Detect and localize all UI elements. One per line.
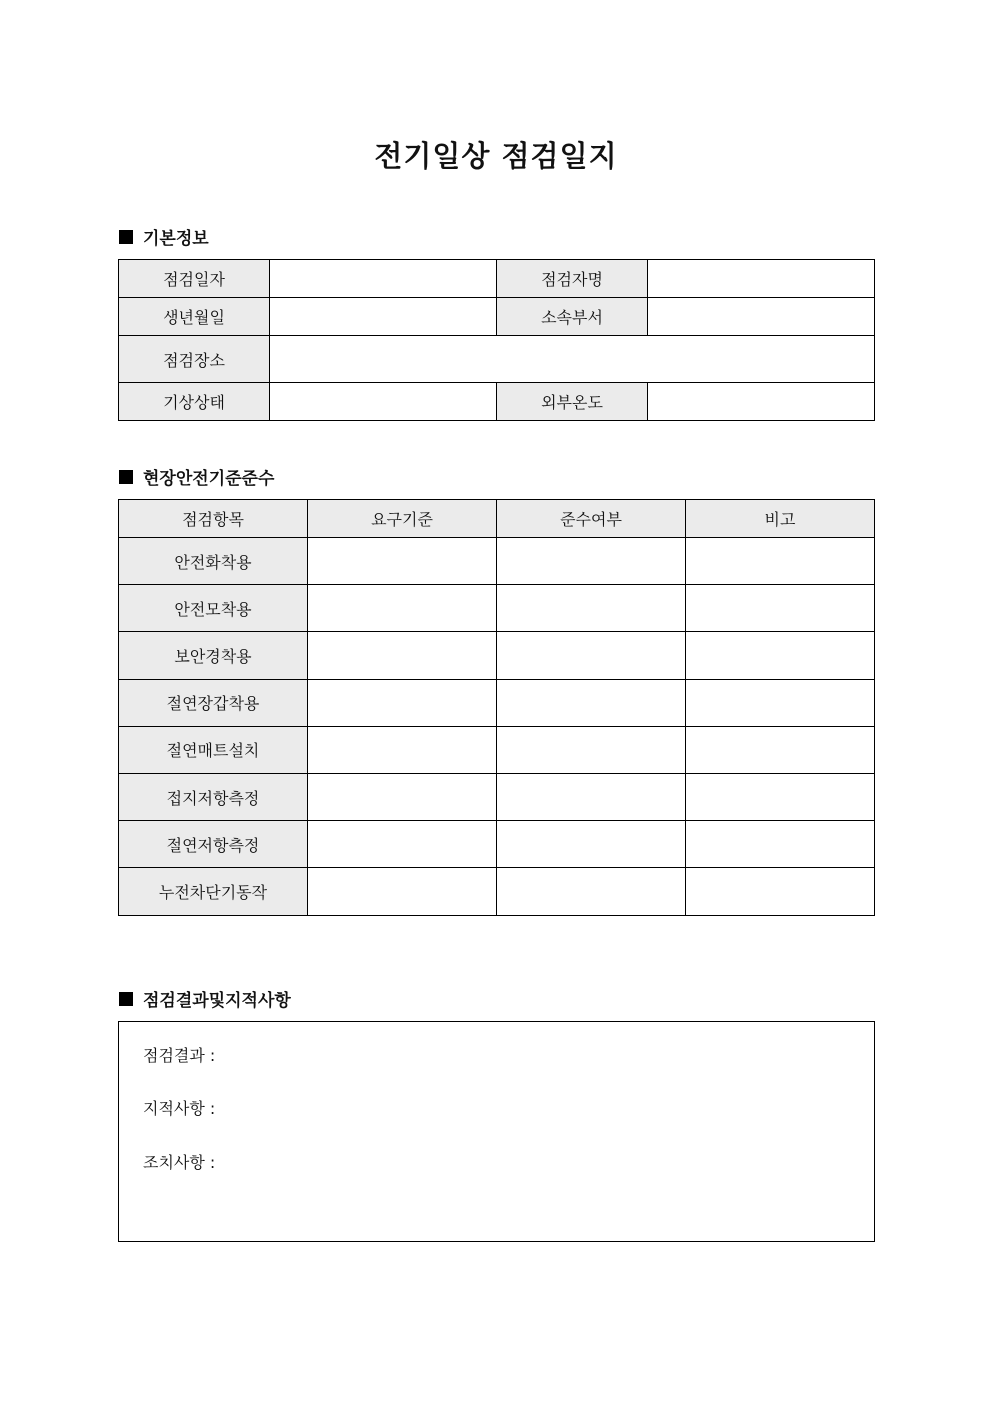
birth-field[interactable]: [270, 298, 497, 336]
label-temp: 외부온도: [497, 383, 648, 421]
column-header: 점검항목: [119, 500, 308, 538]
column-header: 요구기준: [308, 500, 497, 538]
standard-cell[interactable]: [308, 821, 497, 868]
findings-line: 지적사항 :: [143, 1099, 216, 1118]
remarks-cell[interactable]: [686, 868, 875, 915]
label-inspector: 점검자명: [497, 260, 648, 298]
label-date: 점검일자: [119, 260, 270, 298]
compliance-cell[interactable]: [497, 726, 686, 773]
item-label: 접지저항측정: [119, 773, 308, 820]
heading-text: 기본정보: [143, 229, 209, 249]
compliance-cell[interactable]: [497, 632, 686, 679]
standard-cell[interactable]: [308, 773, 497, 820]
standard-cell[interactable]: [308, 679, 497, 726]
table-header-row: [119, 500, 875, 538]
remarks-cell[interactable]: [686, 632, 875, 679]
heading-text: 현장안전기준준수: [143, 469, 275, 489]
item-label: 절연장갑착용: [119, 679, 308, 726]
page-title: 전기일상 점검일지: [374, 139, 618, 173]
item-label: 절연저항측정: [119, 821, 308, 868]
standard-cell[interactable]: [308, 538, 497, 585]
table-row: [119, 585, 875, 632]
table-row: [119, 821, 875, 868]
table-row: [119, 538, 875, 585]
standard-cell[interactable]: [308, 585, 497, 632]
square-bullet-icon: [119, 992, 133, 1006]
item-label: 안전화착용: [119, 538, 308, 585]
place-field[interactable]: [270, 336, 875, 383]
label-weather: 기상상태: [119, 383, 270, 421]
section-safety-heading: [119, 464, 274, 489]
standard-cell[interactable]: [308, 726, 497, 773]
action-line: 조치사항 :: [143, 1153, 216, 1172]
label-place: 점검장소: [119, 336, 270, 383]
table-row: [119, 632, 875, 679]
table-row: [119, 726, 875, 773]
safety-table: [118, 499, 875, 916]
item-label: 누전차단기동작: [119, 868, 308, 915]
item-label: 절연매트설치: [119, 726, 308, 773]
remarks-cell[interactable]: [686, 585, 875, 632]
column-header: 준수여부: [497, 500, 686, 538]
heading-text: 점검결과및지적사항: [143, 991, 291, 1011]
remarks-cell[interactable]: [686, 679, 875, 726]
label-birth: 생년월일: [119, 298, 270, 336]
standard-cell[interactable]: [308, 632, 497, 679]
result-box[interactable]: [118, 1021, 875, 1242]
temp-field[interactable]: [648, 383, 875, 421]
result-line: 점검결과 :: [143, 1046, 216, 1065]
table-row: [119, 679, 875, 726]
compliance-cell[interactable]: [497, 868, 686, 915]
table-row: [119, 868, 875, 915]
section-result-heading: [119, 986, 291, 1011]
item-label: 보안경착용: [119, 632, 308, 679]
basic-info-table: [118, 259, 875, 421]
inspector-field[interactable]: [648, 260, 875, 298]
date-field[interactable]: [270, 260, 497, 298]
item-label: 안전모착용: [119, 585, 308, 632]
remarks-cell[interactable]: [686, 538, 875, 585]
compliance-cell[interactable]: [497, 679, 686, 726]
column-header: 비고: [686, 500, 875, 538]
compliance-cell[interactable]: [497, 538, 686, 585]
remarks-cell[interactable]: [686, 726, 875, 773]
section-basic-heading: [119, 224, 209, 249]
square-bullet-icon: [119, 470, 133, 484]
compliance-cell[interactable]: [497, 773, 686, 820]
table-row: [119, 773, 875, 820]
weather-field[interactable]: [270, 383, 497, 421]
dept-field[interactable]: [648, 298, 875, 336]
compliance-cell[interactable]: [497, 585, 686, 632]
square-bullet-icon: [119, 230, 133, 244]
remarks-cell[interactable]: [686, 821, 875, 868]
remarks-cell[interactable]: [686, 773, 875, 820]
compliance-cell[interactable]: [497, 821, 686, 868]
label-dept: 소속부서: [497, 298, 648, 336]
standard-cell[interactable]: [308, 868, 497, 915]
